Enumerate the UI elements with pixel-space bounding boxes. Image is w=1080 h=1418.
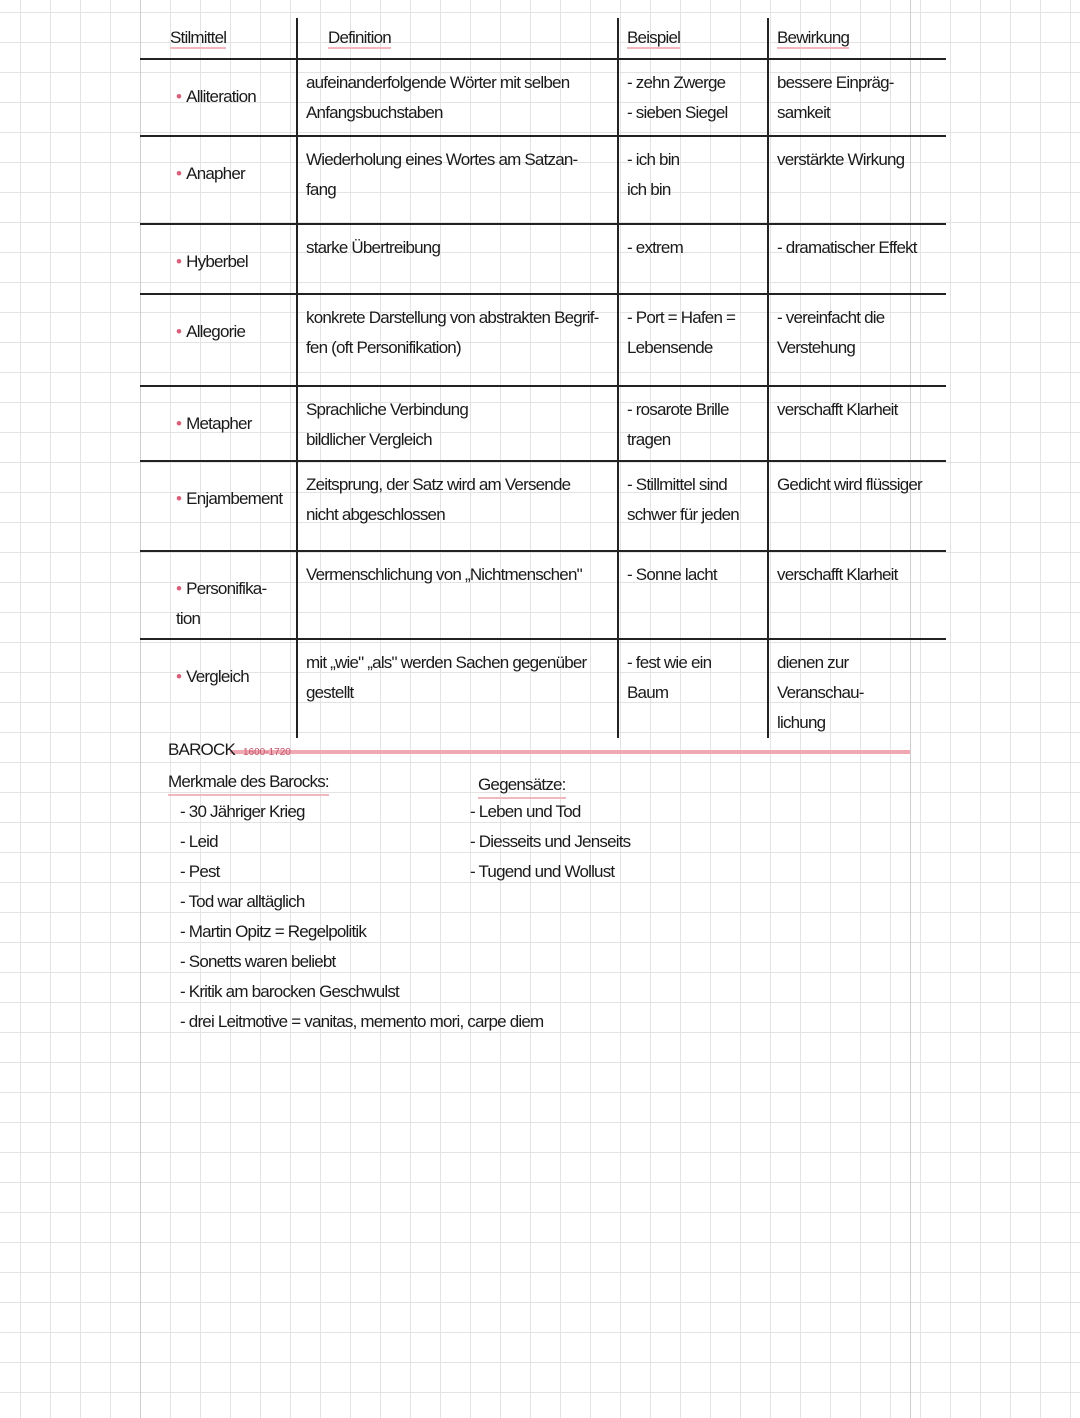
- cell-line: samkeit: [777, 103, 830, 122]
- list-item: - Leid: [180, 832, 218, 851]
- effect-cell: [768, 294, 946, 386]
- term-cell: [140, 386, 297, 461]
- cell-line: verschafft Klarheit: [777, 400, 898, 419]
- definition-cell: [297, 224, 618, 294]
- cell-line: Anfangsbuchstaben: [306, 103, 443, 122]
- cell-line: konkrete Darstellung von abstrakten Begrif-: [306, 308, 599, 327]
- bullet-icon: •: [176, 164, 182, 183]
- cell-line: - extrem: [627, 238, 683, 257]
- term-cell: [140, 136, 297, 224]
- table-row: [140, 59, 946, 136]
- cell-line: Zeitsprung, der Satz wird am Versende: [306, 475, 571, 494]
- definition-cell: [297, 551, 618, 639]
- bullet-icon: •: [176, 87, 182, 106]
- effect-cell: [768, 551, 946, 639]
- cell-line: - Sonne lacht: [627, 565, 717, 584]
- effect-cell: [768, 224, 946, 294]
- list-item: - Diesseits und Jenseits: [470, 832, 631, 851]
- cell-line: - ich bin: [627, 150, 680, 169]
- term-text: Alliteration: [186, 87, 256, 106]
- list-item: - drei Leitmotive = vanitas, memento mori, carpe diem: [180, 1012, 544, 1031]
- cell-line: Gedicht wird flüssiger: [777, 475, 922, 494]
- cell-line: - fest wie ein: [627, 653, 712, 672]
- example-cell: [618, 461, 768, 551]
- cell-line: schwer für jeden: [627, 505, 739, 524]
- list-item: - 30 Jähriger Krieg: [180, 802, 305, 821]
- cell-line: Sprachliche Verbindung: [306, 400, 468, 419]
- cell-line: Baum: [627, 683, 669, 702]
- term-cell: [140, 59, 297, 136]
- term-text: Hyberbel: [186, 252, 248, 271]
- bullet-icon: •: [176, 489, 182, 508]
- gegensaetze-heading: Gegensätze:: [478, 773, 566, 799]
- cell-line: gestellt: [306, 683, 354, 702]
- term-text: Allegorie: [186, 322, 246, 341]
- effect-cell: [768, 639, 946, 738]
- bullet-icon: •: [176, 667, 182, 686]
- bullet-icon: •: [176, 579, 182, 598]
- definition-cell: [297, 294, 618, 386]
- cell-line: - sieben Siegel: [627, 103, 728, 122]
- bullet-icon: •: [176, 322, 182, 341]
- list-item: - Sonetts waren beliebt: [180, 952, 336, 971]
- term-cell: [140, 551, 297, 639]
- table-header-row: [140, 18, 946, 59]
- table-row: [140, 551, 946, 639]
- cell-line: - vereinfacht die: [777, 308, 885, 327]
- cell-line: - Port = Hafen =: [627, 308, 736, 327]
- list-item: - Tod war alltäglich: [180, 892, 305, 911]
- definition-cell: [297, 461, 618, 551]
- header-stilmittel: Stilmittel: [140, 18, 297, 59]
- barock-title: BAROCK: [168, 740, 235, 759]
- effect-cell: [768, 386, 946, 461]
- cell-line: dienen zur Veranschau-: [777, 653, 864, 702]
- table-row: [140, 136, 946, 224]
- list-item: - Pest: [180, 862, 220, 881]
- cell-line: Lebensende: [627, 338, 713, 357]
- example-cell: [618, 224, 768, 294]
- definition-cell: [297, 59, 618, 136]
- barock-heading: [168, 740, 291, 760]
- term-cell: [140, 294, 297, 386]
- cell-line: bildlicher Vergleich: [306, 430, 432, 449]
- table-row: [140, 386, 946, 461]
- bullet-icon: •: [176, 414, 182, 433]
- list-item: - Leben und Tod: [470, 802, 581, 821]
- table-row: [140, 461, 946, 551]
- list-item: - Kritik am barocken Geschwulst: [180, 982, 399, 1001]
- example-cell: [618, 551, 768, 639]
- cell-line: fang: [306, 180, 336, 199]
- example-cell: [618, 59, 768, 136]
- cell-line: Vermenschlichung von „Nichtmenschen": [306, 565, 582, 584]
- header-beispiel: Beispiel: [618, 18, 768, 59]
- list-item: - Martin Opitz = Regelpolitik: [180, 922, 367, 941]
- cell-line: lichung: [777, 713, 826, 732]
- cell-line: - rosarote Brille: [627, 400, 729, 419]
- cell-line: - Stillmittel sind: [627, 475, 727, 494]
- table-row: [140, 294, 946, 386]
- example-cell: [618, 639, 768, 738]
- cell-line: nicht abgeschlossen: [306, 505, 445, 524]
- term-text: Vergleich: [186, 667, 249, 686]
- term-text: Personifika-tion: [176, 579, 267, 628]
- cell-line: ich bin: [627, 180, 671, 199]
- cell-line: verstärkte Wirkung: [777, 150, 905, 169]
- cell-line: Verstehung: [777, 338, 856, 357]
- cell-line: verschafft Klarheit: [777, 565, 898, 584]
- effect-cell: [768, 59, 946, 136]
- cell-line: fen (oft Personifikation): [306, 338, 461, 357]
- effect-cell: [768, 461, 946, 551]
- term-cell: [140, 224, 297, 294]
- example-cell: [618, 386, 768, 461]
- cell-line: mit „wie" „als" werden Sachen gegenüber: [306, 653, 587, 672]
- example-cell: [618, 294, 768, 386]
- table-row: [140, 224, 946, 294]
- cell-line: aufeinanderfolgende Wörter mit selben: [306, 73, 570, 92]
- merkmale-heading: Merkmale des Barocks:: [168, 770, 329, 796]
- cell-line: - zehn Zwerge: [627, 73, 726, 92]
- definition-cell: [297, 386, 618, 461]
- definition-cell: [297, 639, 618, 738]
- definition-cell: [297, 136, 618, 224]
- term-cell: [140, 639, 297, 738]
- cell-line: starke Übertreibung: [306, 238, 441, 257]
- barock-divider-line: [230, 750, 910, 754]
- list-item: - Tugend und Wollust: [470, 862, 615, 881]
- cell-line: - dramatischer Effekt: [777, 238, 917, 257]
- term-text: Anapher: [186, 164, 245, 183]
- effect-cell: [768, 136, 946, 224]
- term-text: Enjambement: [186, 489, 283, 508]
- gegensaetze-list: [470, 797, 630, 887]
- table-row: [140, 639, 946, 738]
- header-bewirkung: Bewirkung: [768, 18, 946, 59]
- term-cell: [140, 461, 297, 551]
- cell-line: bessere Einpräg-: [777, 73, 894, 92]
- cell-line: Wiederholung eines Wortes am Satzan-: [306, 150, 578, 169]
- example-cell: [618, 136, 768, 224]
- stilmittel-table: [140, 18, 946, 738]
- header-definition: Definition: [297, 18, 618, 59]
- term-text: Metapher: [186, 414, 252, 433]
- cell-line: tragen: [627, 430, 671, 449]
- barock-years: 1600-1720: [243, 747, 291, 758]
- bullet-icon: •: [176, 252, 182, 271]
